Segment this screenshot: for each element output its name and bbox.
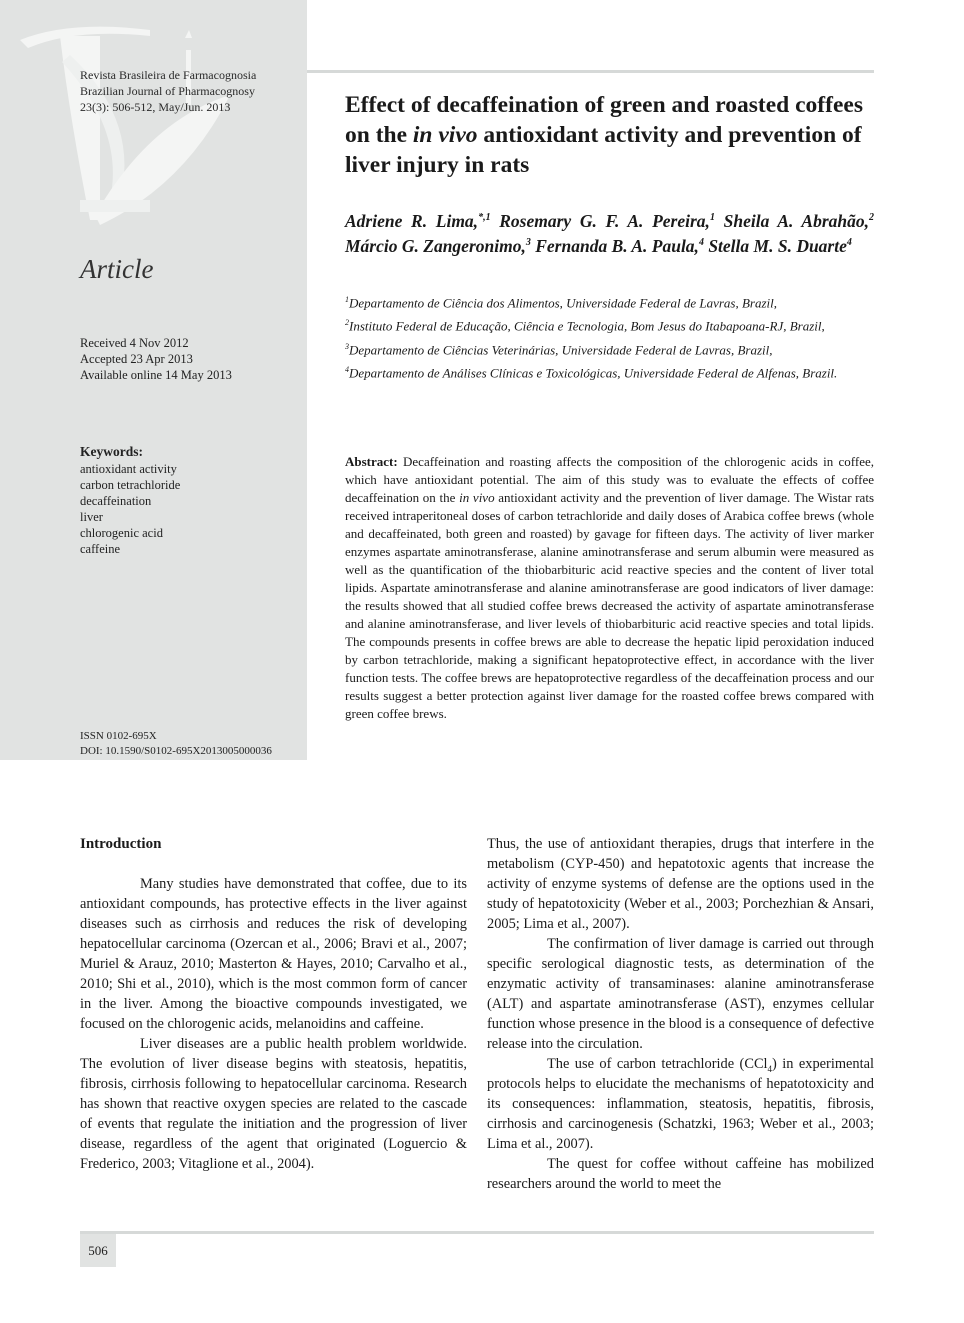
keyword-item: decaffeination [80, 494, 152, 508]
affiliation-item [345, 313, 874, 336]
date-accepted: Accepted 23 Apr 2013 [80, 352, 193, 366]
author-name: Stella M. S. Duarte [708, 235, 847, 256]
abstract-text-1: Decaffeination and roasting affects the composition of the chlorogenic acids in coffee, which have antioxidant potential. The aim of this study was to evaluate the effects of coffee decaffeination on the [345, 454, 874, 505]
keyword-item: carbon tetrachloride [80, 478, 181, 492]
journal-name-en: Brazilian Journal of Pharmacognosy [80, 84, 255, 98]
affiliation-number: 4 [345, 364, 349, 374]
keywords-list [80, 461, 180, 557]
keyword-item: caffeine [80, 542, 121, 556]
title-part1: Effect of decaffeination of green and roasted coffees on the [345, 92, 863, 148]
paragraph: Liver diseases are a public health problem worldwide. The evolution of liver disease begins with steatosis, hepatitis, fibrosis, cirrhosis following to hepatocellular carcinoma. Research has shown that reactive oxygen species are related to the cascade of events that regulate the initiation and the progression of liver disease, regardless of the agent that originated (Loguercio & Frederico, 2003; Vitaglione et al., 2004). [80, 1036, 467, 1172]
paragraph: The confirmation of liver damage is carried out through specific serological diagnostic tests, as determination of the enzymatic activity of transaminases: alanine aminotransferase (ALT) and aspartate aminotransferase (AST), enzymes cellular function whose presence in the blood is a consequence of defective release into the circulation. [487, 936, 874, 1052]
header-rule [307, 70, 874, 73]
affiliation-number: 1 [345, 295, 349, 304]
abstract-label: Abstract: [345, 454, 398, 469]
article-dates [80, 335, 232, 383]
author-list [345, 207, 874, 257]
section-heading-introduction: Introduction [80, 836, 162, 852]
title-part2: antioxidant activity and prevention of liver injury in rats [345, 122, 862, 178]
author-name: Adriene R. Lima, [345, 210, 479, 231]
paragraph: Thus, the use of antioxidant therapies, drugs that interfere in the metabolism (CYP-450) and hepatotoxic agents that increase the activity of enzyme systems of defense are the options used in the study of hepatotoxicity (Weber et al., 2003; Porchezhian & Ansari, 2005; Lima et al., 2007). [487, 836, 874, 932]
doi: DOI: 10.1590/S0102-695X2013005000036 [80, 745, 272, 757]
subscript: 4 [767, 1063, 773, 1074]
affiliation-item [345, 360, 874, 383]
date-online: Available online 14 May 2013 [80, 368, 232, 382]
author-affil-sup: *,1 [478, 212, 491, 223]
journal-name-pt: Revista Brasileira de Farmacognosia [80, 68, 257, 82]
title-italic: in vivo [412, 122, 478, 148]
author-name: Márcio G. Zangeronimo, [345, 235, 526, 256]
affiliation-text: Departamento de Ciência dos Alimentos, Universidade Federal de Lavras, Brazil, [349, 295, 777, 311]
journal-info [80, 67, 256, 115]
author-affil-sup: 1 [709, 212, 715, 223]
identifiers [80, 729, 272, 759]
keyword-item: chlorogenic acid [80, 526, 163, 540]
paragraph: Many studies have demonstrated that coffee, due to its antioxidant compounds, has protective effects in the liver against diseases such as cirrhosis and reduces the risk of developing hepatocellular carcinoma (Ozercan et al., 2006; Bravi et al., 2007; Muriel & Arauz, 2010; Masterton & Hayes, 2010; Carvalho et al., 2010; Shi et al., 2010), which is the most common form of cancer in the liver. Among the bioactive compounds investigated, we focused on the chlorogenic acids, melanoidins and caffeine. [80, 876, 467, 1032]
affiliation-number: 2 [345, 318, 349, 328]
article-type: Article [80, 254, 154, 284]
author-name: Fernanda B. A. Paula, [535, 235, 699, 256]
affiliation-item [345, 290, 874, 313]
author-affil-sup: 3 [525, 236, 531, 248]
journal-logo-icon [0, 0, 250, 235]
article-title [345, 90, 870, 180]
journal-volume: 23(3): 506-512, May/Jun. 2013 [80, 100, 231, 114]
author-name: Rosemary G. F. A. Pereira, [499, 210, 710, 231]
keyword-item: liver [80, 510, 103, 524]
affiliation-text: Departamento de Ciências Veterinárias, Universidade Federal de Lavras, Brazil, [349, 341, 773, 357]
page-number: 506 [80, 1234, 116, 1267]
affiliation-list [345, 290, 874, 383]
affiliation-text: Departamento de Análises Clínicas e Toxicológicas, Universidade Federal de Alfenas, Brazil. [349, 365, 838, 381]
footer-rule [80, 1231, 874, 1234]
date-received: Received 4 Nov 2012 [80, 336, 189, 350]
affiliation-number: 3 [345, 341, 349, 351]
affiliation-item [345, 337, 874, 360]
keyword-item: antioxidant activity [80, 462, 177, 476]
author-affil-sup: 4 [846, 236, 852, 248]
abstract [345, 453, 874, 723]
sidebar [0, 0, 307, 760]
paragraph-text: ) in experimental protocols helps to elucidate the mechanisms of hepatotoxicity and its consequences: inflammation, steatosis, hepatitis, fibrosis, cirrhosis and carcinogenesis (Schatzki, 1963; Weber et al., 2003; Lima et al., 2007). [487, 1056, 875, 1152]
author-affil-sup: 4 [698, 236, 704, 248]
paragraph: The quest for coffee without caffeine has mobilized researchers around the world to meet the [487, 1156, 874, 1192]
author-affil-sup: 2 [869, 212, 875, 223]
abstract-italic: in vivo [459, 490, 495, 505]
keywords-heading: Keywords: [80, 444, 143, 459]
author-name: Sheila A. Abrahão, [723, 210, 870, 231]
affiliation-text: Instituto Federal de Educação, Ciência e Tecnologia, Bom Jesus do Itabapoana-RJ, Brazil, [349, 318, 825, 334]
abstract-text-2: antioxidant activity and the prevention of liver damage. The Wistar rats received intraperitoneal doses of carbon tetrachloride and daily doses of Arabica coffee brews (whole and decaffeinated, both green and roasted) by gavage for fifteen days. The activity of liver marker enzymes aspartate aminotransferase, alanine aminotransferase and serum albumin were measured as well as the quantification of the thiobarbituric acid reactive species and the content of liver total lipids. Aspartate aminotransferase and alanine aminotransferase are good indicators of liver damage: the results showed that all studied coffee brews decreased the activity of aspartate aminotransferase and alanine aminotransferase, and liver levels of thiobarbituric acid reactive species and total lipids. The compounds presents in coffee brews are able to decrease the hepatic lipid peroxidation induced by carbon tetrachloride, making a significant hepatoprotective effect, in accordance with the liver function tests. The coffee brews are hepatoprotective regardless of the decaffeination process and our results suggest a better protection against liver damage for the roasted coffee brews compared with green coffee brews. [345, 490, 874, 721]
paragraph-text: The use of carbon tetrachloride (CCl [547, 1056, 768, 1072]
paragraph [487, 1054, 874, 1154]
body-column-left [80, 834, 467, 1174]
body-column-right [487, 834, 874, 1194]
issn: ISSN 0102-695X [80, 730, 157, 742]
